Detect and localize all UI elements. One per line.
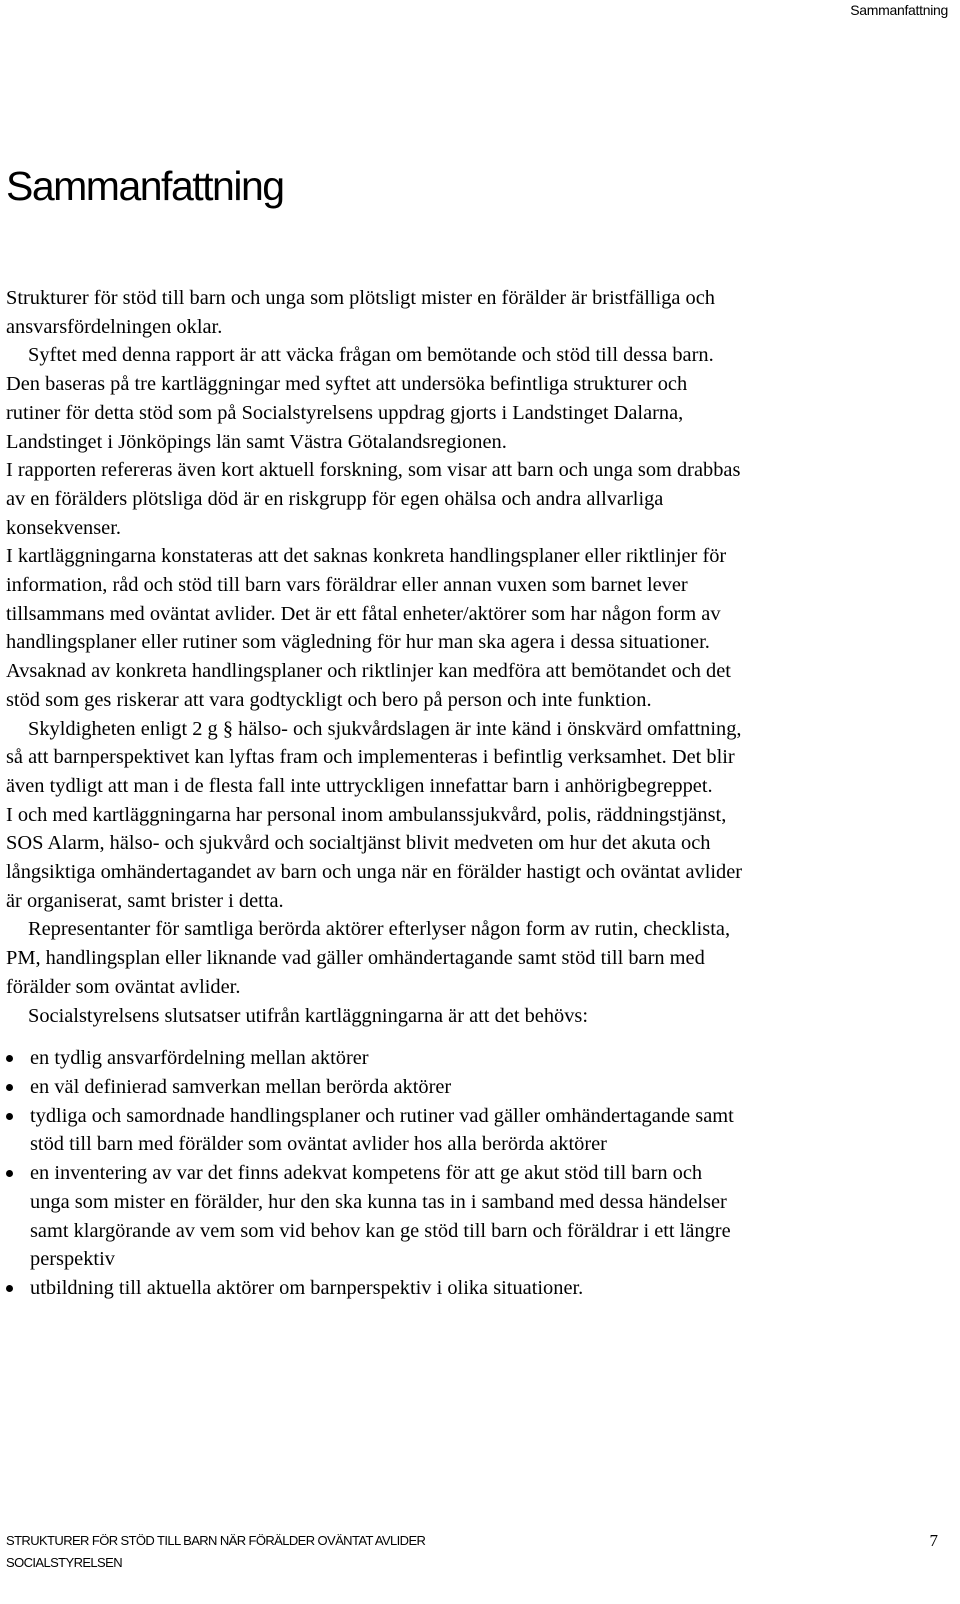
list-item-text: en inventering av var det finns adekvat kompetens för att ge akut stöd till barn och unga som mister en förälder, hur den ska kunna tas in i samband med dessa händelser samt klargörande av vem som vid behov kan ge stöd till barn och föräldrar i ett längre perspektiv xyxy=(30,1162,731,1271)
list-item xyxy=(6,1274,746,1303)
publication-title: STRUKTURER FÖR STÖD TILL BARN NÄR FÖRÄLDER OVÄNTAT AVLIDER xyxy=(6,1533,426,1548)
list-item xyxy=(6,1073,746,1102)
paragraph: I kartläggningarna konstateras att det saknas konkreta handlingsplaner eller riktlinjer för information, råd och stöd till barn vars föräldrar eller annan vuxen som barnet lever tillsammans med oväntat avlider. Det är ett fåtal enheter/aktörer som har någon form av handlingsplaner eller rutiner som vägledning för hur man ska agera i dessa situationer. Avsaknad av konkreta handlingsplaner och riktlinjer kan medföra att bemötandet och det stöd som ges riskerar att vara godtyckligt och bero på person och inte funktion. xyxy=(6,545,731,711)
bullet-icon xyxy=(6,1285,13,1292)
bullet-icon xyxy=(6,1055,13,1062)
paragraph: I och med kartläggningarna har personal inom ambulanssjukvård, polis, räddningstjänst, SOS Alarm, hälso- och sjukvård och socialtjänst blivit medveten om hur det akuta och långsiktiga omhändertagandet av barn och unga när en förälder hastigt och oväntat avlider är organiserat, samt brister i detta. xyxy=(6,803,743,912)
list-item-text: en tydlig ansvarfördelning mellan aktörer xyxy=(30,1047,369,1070)
list-item xyxy=(6,1044,746,1073)
list-item xyxy=(6,1102,746,1159)
page-footer xyxy=(6,1530,938,1574)
paragraph: I rapporten refereras även kort aktuell forskning, som visar att barn och unga som drabbas av en förälders plötsliga död är en riskgrupp för egen ohälsa och andra allvarliga konsekvenser. xyxy=(6,459,741,539)
bullet-icon xyxy=(6,1084,13,1091)
paragraph: Skyldigheten enligt 2 g § hälso- och sjukvårdslagen är inte känd i önskvärd omfattning, så att barnperspektivet kan lyftas fram och implementeras i befintlig verksamhet. Det blir även tydligt att man i de flesta fall inte uttryckligen innefattar barn i anhörigbegreppet. xyxy=(6,717,742,797)
bullet-icon xyxy=(6,1170,13,1177)
list-item-text: utbildning till aktuella aktörer om barnperspektiv i olika situationer. xyxy=(30,1276,584,1299)
list-item-text: tydliga och samordnade handlingsplaner och rutiner vad gäller omhändertagande samt stöd till barn med förälder som oväntat avlider hos alla berörda aktörer xyxy=(30,1104,734,1156)
paragraph: Syftet med denna rapport är att väcka frågan om bemötande och stöd till dessa barn. Den baseras på tre kartläggningar med syftet att undersöka befintliga strukturer och rutiner för detta stöd som på Socialstyrelsens uppdrag gjorts i Landstinget Dalarna, Landstinget i Jönköpings län samt Västra Götalandsregionen. xyxy=(6,344,714,453)
list-item-text: en väl definierad samverkan mellan berörda aktörer xyxy=(30,1075,452,1098)
list-item xyxy=(6,1159,746,1274)
paragraph: Socialstyrelsens slutsatser utifrån kartläggningarna är att det behövs: xyxy=(28,1004,589,1027)
page-title: Sammanfattning xyxy=(6,163,284,209)
bullet-icon xyxy=(6,1113,13,1120)
page-number: 7 xyxy=(929,1531,938,1550)
paragraph: Strukturer för stöd till barn och unga som plötsligt mister en förälder är bristfälliga och ansvarsfördelningen oklar. xyxy=(6,287,715,338)
running-header: Sammanfattning xyxy=(850,2,948,18)
publisher-name: SOCIALSTYRELSEN xyxy=(6,1555,122,1570)
paragraph: Representanter för samtliga berörda aktörer efterlyser någon form av rutin, checklista, PM, handlingsplan eller liknande vad gäller omhändertagande samt stöd till barn med förälder som oväntat avlider. xyxy=(6,918,731,998)
conclusions-list xyxy=(6,1044,746,1302)
body-text xyxy=(6,284,746,1303)
